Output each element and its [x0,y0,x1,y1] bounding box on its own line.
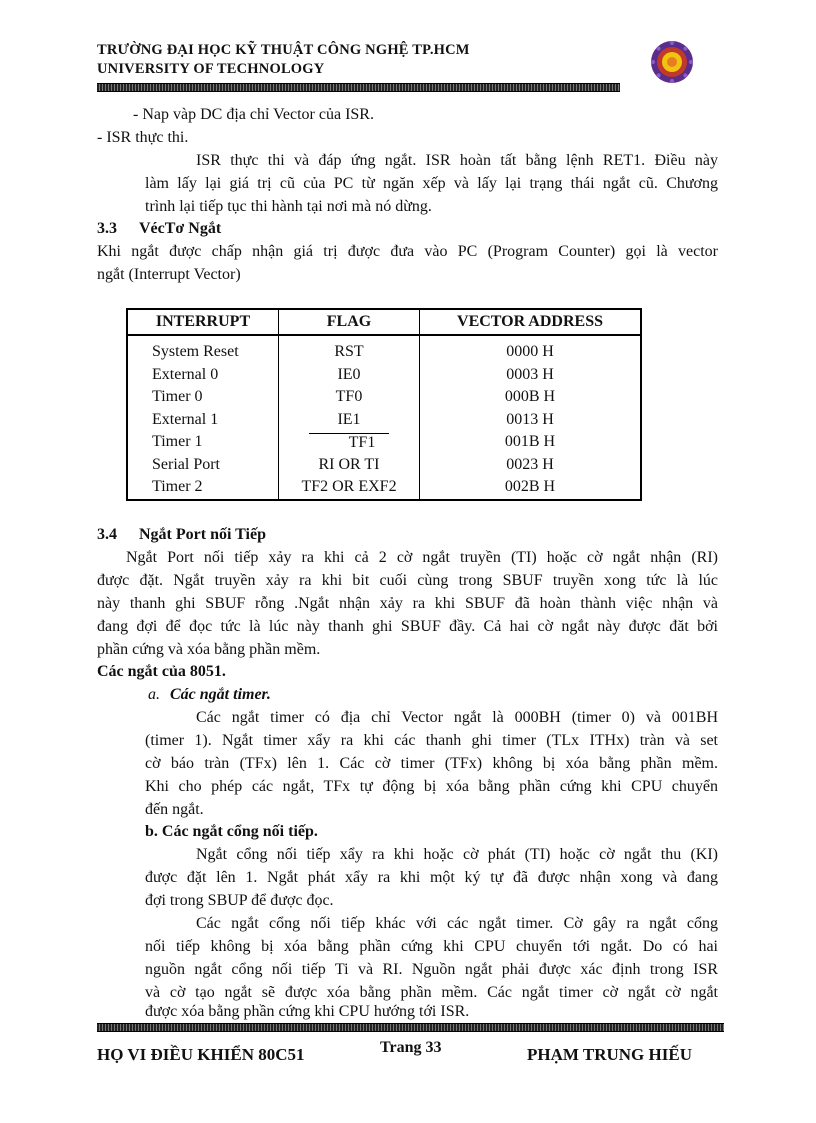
section-3-3-para-line2: ngắt (Interrupt Vector) [97,266,241,283]
cell-vector: 000B H [420,386,642,409]
bullet-isr: - ISR thực thi. [97,129,189,146]
timer-para-line4: Khi cho phép các ngắt, TFx tự động bị xóa bằng phần cứng khi CPU chuyển [145,778,718,795]
section-3-4-number: 3.4 [97,526,117,543]
section-3-4-para-line1: Ngắt Port nối tiếp xảy ra khi cả 2 cờ ngắt truyền (TI) hoặc cờ ngắt nhận (RI) [126,549,718,566]
col-vector-header: VECTOR ADDRESS [420,309,642,335]
isr-para-line2: làm lấy lại giá trị cũ của PC từ ngăn xếp và lấy lại trạng thái ngắt cũ. Chương [145,175,718,192]
timer-para-line5: đến ngắt. [145,801,204,818]
cell-interrupt: Timer 0 [152,388,203,406]
section-3-4-para-line5: phần cứng và xóa bằng phần mềm. [97,641,321,658]
cell-interrupt: Serial Port [152,455,220,473]
cell-flag: RI OR TI [279,454,420,477]
footer-author: PHẠM TRUNG HIẾU [527,1045,692,1064]
footer-divider [97,1023,724,1032]
logo-core [667,57,677,67]
serial-para2-line3: nguồn ngắt cổng nối tiếp Ti và RI. Nguồn ngắt phải được xác định trong ISR [145,961,718,978]
table-row [127,335,641,364]
subsection-b-title: b. Các ngắt cổng nối tiếp. [145,823,318,840]
footer-book-title: HỌ VI ĐIỀU KHIỂN 80C51 [97,1045,305,1064]
cell-interrupt: Timer 2 [152,478,203,496]
header-university-en: UNIVERSITY OF TECHNOLOGY [97,61,325,77]
cell-vector: 0000 H [420,335,642,364]
cell-flag-text: TF1 [309,433,390,452]
section-3-3-number: 3.3 [97,220,117,237]
timer-para-line2: (timer 1). Ngắt timer xẩy ra khi các thanh ghi timer (TLx ITHx) tràn và set [145,732,718,749]
cell-flag: IE1 [279,409,420,432]
table-row [127,386,641,409]
section-3-4-para-line4: đang đợi để đọc tức là lúc này thanh ghi SBUF đầy. Cả hai cờ ngắt này được đăt bởi [97,618,718,635]
cac-ngat-heading: Các ngắt của 8051. [97,663,226,680]
bullet-nap: - Nap vàp DC địa chỉ Vector của ISR. [133,106,374,123]
col-flag-header: FLAG [279,309,420,335]
cell-vector: 001B H [420,431,642,454]
isr-para-line3: trình lại tiếp tục thi hành tại nơi mà nó dừng. [145,198,432,215]
section-3-4-para-line3: này thanh ghi SBUF rỗng .Ngắt nhận xảy ra khi SBUF đã hoàn thành việc nhận và [97,595,718,612]
section-3-3-title: VécTơ Ngắt [139,220,222,237]
header-university-vn: TRƯỜNG ĐẠI HỌC KỸ THUẬT CÔNG NGHỆ TP.HCM [97,42,470,58]
table-header-row [127,309,641,335]
table-row [127,454,641,477]
interrupt-vector-table [126,308,642,501]
serial-para2-line1: Các ngắt cổng nối tiếp khác với các ngắt timer. Cờ gây ra ngắt cổng [196,915,718,932]
cell-flag [279,431,420,454]
col-interrupt-header: INTERRUPT [127,309,279,335]
cell-vector: 0023 H [420,454,642,477]
cell-interrupt: External 1 [152,410,219,428]
table-row [127,476,641,500]
table-row [127,431,641,454]
footer-page-number: Trang 33 [380,1039,442,1056]
serial-para2-line4: và cờ tạo ngắt sẽ được xóa bằng phần mềm. Các ngắt timer cờ ngắt cờ ngắt [145,984,718,1001]
serial-para2-line2: nối tiếp không bị xóa bằng phần cứng khi CPU chuyển tới ngắt. Do có hai [145,938,718,955]
section-3-4-para-line2: được đặt. Ngắt truyền xảy ra khi bit cuối cùng trong SBUF truyền xong tức là lúc [97,572,718,589]
serial-para1-line2: được đặt lên 1. Ngắt phát xẩy ra khi một ký tự đã được nhận xong và đang [145,869,718,886]
cell-flag: TF2 OR EXF2 [279,476,420,500]
table-row [127,409,641,432]
cell-interrupt: System Reset [152,343,239,361]
cell-flag: RST [279,335,420,364]
cell-interrupt: External 0 [152,365,219,383]
cell-vector: 002B H [420,476,642,500]
header-divider [97,83,620,92]
cell-flag: TF0 [279,386,420,409]
serial-para2-line5: được xóa bằng phần cứng khi CPU hướng tới ISR. [145,1003,470,1020]
section-3-4-title: Ngắt Port nối Tiếp [139,526,266,543]
cell-vector: 0013 H [420,409,642,432]
university-logo [650,40,694,84]
timer-para-line3: cờ báo tràn (TFx) lên 1. Các cờ timer (TFx) không bị xóa bằng phần mềm. [145,755,718,772]
serial-para1-line3: đợi trong SBUP để được đọc. [145,892,334,909]
subsection-a-title: Các ngắt timer. [170,686,271,703]
subsection-a-prefix: a. [148,686,160,703]
timer-para-line1: Các ngắt timer có địa chỉ Vector ngắt là 000BH (timer 0) và 001BH [196,709,718,726]
cell-vector: 0003 H [420,364,642,387]
isr-para-line1: ISR thực thi và đáp ứng ngắt. ISR hoàn tất bằng lệnh RET1. Điều này [196,152,718,169]
serial-para1-line1: Ngắt cổng nối tiếp xẩy ra khi hoặc cờ phát (TI) hoặc cờ ngắt thu (KI) [196,846,718,863]
cell-interrupt: Timer 1 [152,433,203,451]
table-row [127,364,641,387]
section-3-3-para-line1: Khi ngắt được chấp nhận giá trị được đưa vào PC (Program Counter) gọi là vector [97,243,718,260]
cell-flag: IE0 [279,364,420,387]
